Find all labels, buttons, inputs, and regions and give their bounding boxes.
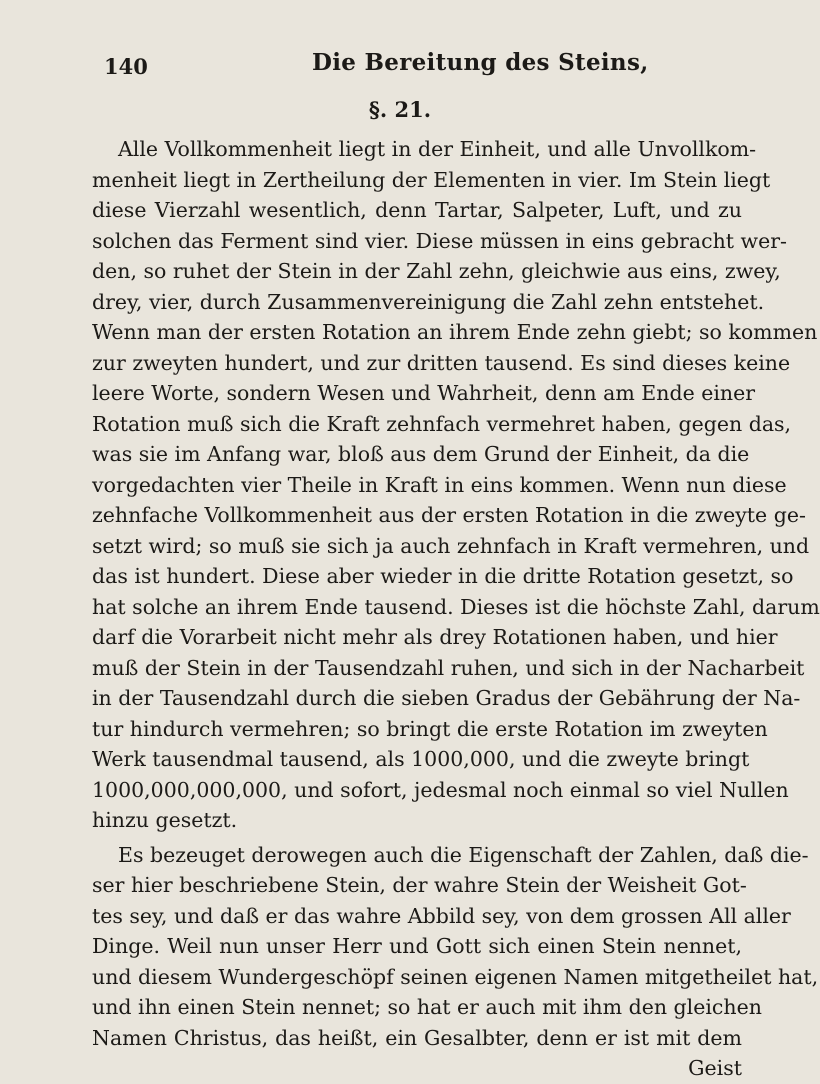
text-line: Dinge. Weil nun unser Herr und Gott sich einen Stein nennet, bbox=[92, 934, 742, 958]
text-line: drey, vier, durch Zusammenvereinigung die Zahl zehn entstehet. bbox=[92, 289, 765, 314]
text-line: Werk tausendmal tausend, als 1000,000, und die zweyte bringt bbox=[92, 747, 750, 771]
text-line: das ist hundert. Diese aber wieder in die dritte Rotation gesetzt, so bbox=[92, 564, 794, 588]
text-line: solchen das Ferment sind vier. Diese müssen in eins gebracht wer- bbox=[92, 228, 787, 253]
text-line: darf die Vorarbeit nicht mehr als drey Rotationen haben, und hier bbox=[92, 625, 778, 649]
text-line: vorgedachten vier Theile in Kraft in eins kommen. Wenn nun diese bbox=[92, 472, 787, 497]
text-line: was sie im Anfang war, bloß aus dem Grund der Einheit, da die bbox=[92, 442, 750, 466]
text-line: ser hier beschriebene Stein, der wahre Stein der Weisheit Got- bbox=[92, 873, 747, 897]
catchword: Geist bbox=[688, 1056, 742, 1080]
text-line: diese Vierzahl wesentlich, denn Tartar, Salpeter, Luft, und zu bbox=[92, 198, 742, 222]
paragraph bbox=[92, 840, 819, 1054]
text-line: zur zweyten hundert, und zur dritten tausend. Es sind dieses keine bbox=[92, 350, 791, 375]
text-line: hinzu gesetzt. bbox=[92, 808, 238, 832]
paragraph bbox=[92, 134, 820, 836]
text-line: zehnfache Vollkommenheit aus der ersten Rotation in die zweyte ge- bbox=[92, 503, 806, 527]
text-line: tes sey, und daß er das wahre Abbild sey, von dem grossen All aller bbox=[92, 903, 791, 928]
text-line: Rotation muß sich die Kraft zehnfach vermehret haben, gegen das, bbox=[92, 411, 792, 436]
running-title: Die Bereitung des Steins, bbox=[312, 49, 649, 76]
text-line: hat solche an ihrem Ende tausend. Dieses ist die höchste Zahl, darum bbox=[92, 594, 820, 619]
text-line: Es bezeuget derowegen auch die Eigenschaft der Zahlen, daß die- bbox=[118, 842, 809, 867]
text-line: Alle Vollkommenheit liegt in der Einheit, und alle Unvollkom- bbox=[118, 137, 757, 161]
text-line: den, so ruhet der Stein in der Zahl zehn, gleichwie aus eins, zwey, bbox=[92, 259, 781, 283]
text-line: in der Tausendzahl durch die sieben Gradus der Gebährung der Na- bbox=[92, 686, 801, 710]
body-text bbox=[92, 134, 820, 1084]
text-line: tur hindurch vermehren; so bringt die erste Rotation im zweyten bbox=[92, 716, 768, 741]
text-line: Namen Christus, das heißt, ein Gesalbter, denn er ist mit dem bbox=[92, 1025, 742, 1050]
page-header bbox=[0, 40, 800, 80]
text-line: und diesem Wundergeschöpf seinen eigenen Namen mitgetheilet hat, bbox=[92, 964, 819, 989]
text-line: Wenn man der ersten Rotation an ihrem Ende zehn giebt; so kommen bbox=[92, 320, 818, 344]
text-line: menheit liegt in Zertheilung der Elementen in vier. Im Stein liegt bbox=[92, 167, 771, 192]
text-line: und ihn einen Stein nennet; so hat er auch mit ihm den gleichen bbox=[92, 995, 762, 1019]
text-line: muß der Stein in der Tausendzahl ruhen, und sich in der Nacharbeit bbox=[92, 655, 805, 680]
text-line: 1000,000,000,000, und sofort, jedesmal noch einmal so viel Nullen bbox=[92, 777, 789, 802]
section-number: §. 21. bbox=[368, 97, 432, 122]
text-line: setzt wird; so muß sie sich ja auch zehnfach in Kraft vermehren, und bbox=[92, 533, 810, 558]
page-number: 140 bbox=[104, 54, 148, 79]
text-line: leere Worte, sondern Wesen und Wahrheit, denn am Ende einer bbox=[92, 381, 756, 405]
